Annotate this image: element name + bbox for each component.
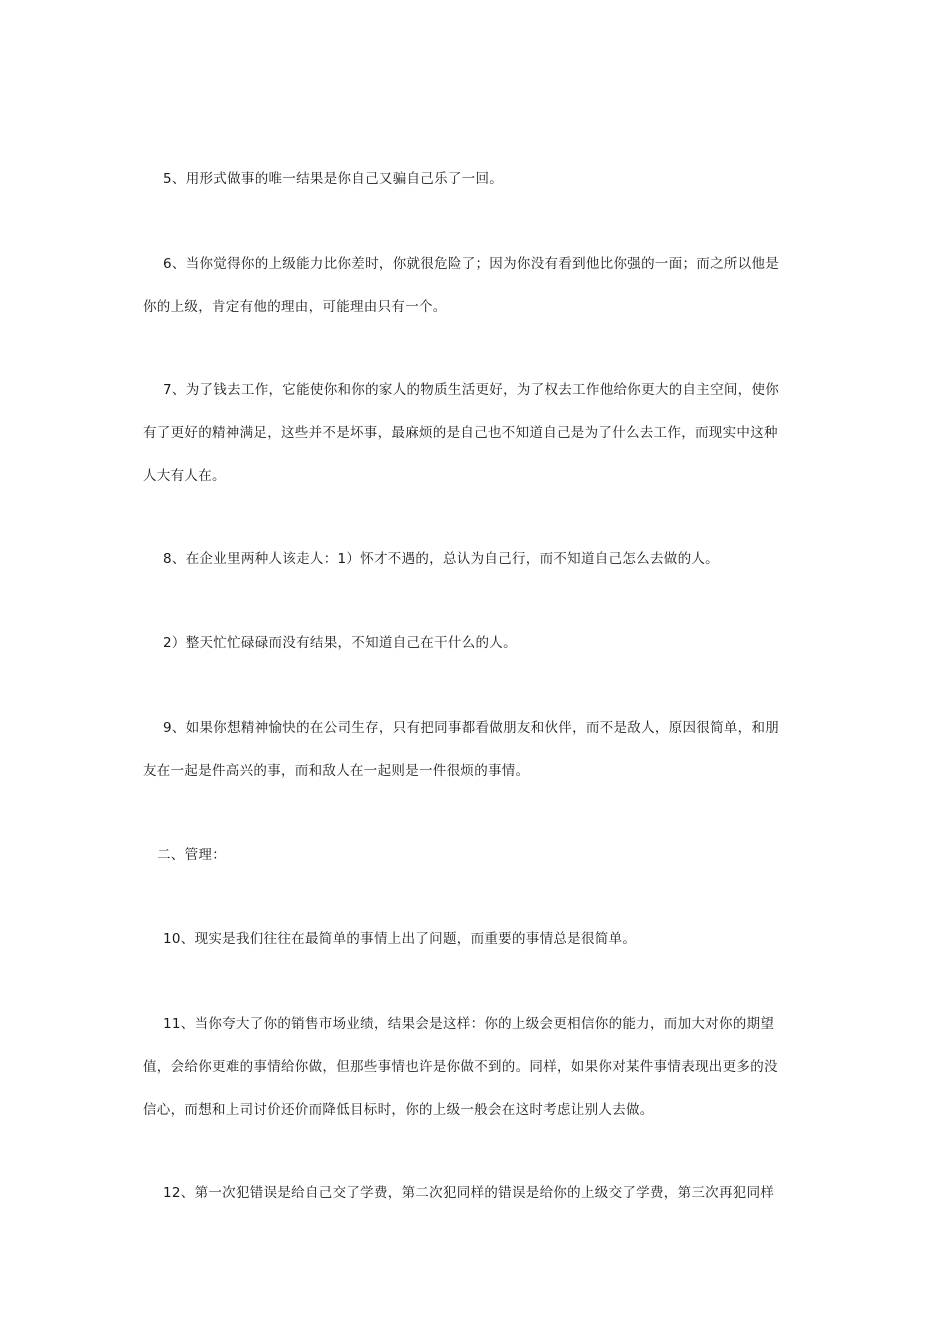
paragraph-line: 信心，而想和上司讨价还价而降低目标时，你的上级一般会在这时考虑让别人去做。 [143,1102,654,1118]
paragraph-5 [143,158,808,201]
paragraph-line: 2）整天忙忙碌碌而没有结果，不知道自己在干什么的人。 [163,635,517,651]
section-heading-management [143,834,808,877]
section-heading: 二、管理： [157,847,226,863]
paragraph-line: 12、第一次犯错误是给自己交了学费，第二次犯同样的错误是给你的上级交了学费，第三次再犯同样 [163,1185,775,1201]
paragraph-6 [143,243,808,329]
paragraph-line: 6、当你觉得你的上级能力比你差时，你就很危险了；因为你没有看到他比你强的一面；而之所以他是 [163,256,780,272]
paragraph-7 [143,369,808,498]
paragraph-line: 10、现实是我们往往在最简单的事情上出了问题，而重要的事情总是很简单。 [163,931,637,947]
paragraph-line: 友在一起是件高兴的事，而和敌人在一起则是一件很烦的事情。 [143,763,530,779]
paragraph-line: 值，会给你更难的事情给你做，但那些事情也许是你做不到的。同样，如果你对某件事情表现出更多的没 [143,1059,778,1075]
paragraph-10 [143,918,808,961]
paragraph-line: 人大有人在。 [143,468,226,484]
paragraph-9 [143,707,808,793]
paragraph-line: 你的上级，肯定有他的理由，可能理由只有一个。 [143,299,447,315]
paragraph-line: 有了更好的精神满足，这些并不是坏事，最麻烦的是自己也不知道自己是为了什么去工作，而现实中这种 [143,425,778,441]
paragraph-11 [143,1003,808,1132]
paragraph-line: 8、在企业里两种人该走人：1）怀才不遇的，总认为自己行，而不知道自己怎么去做的人。 [163,551,719,567]
paragraph-line: 7、为了钱去工作，它能使你和你的家人的物质生活更好，为了权去工作他给你更大的自主空间，使你 [163,382,780,398]
paragraph-8-item-2 [143,622,808,665]
paragraph-8 [143,538,808,581]
paragraph-line: 5、用形式做事的唯一结果是你自己又骗自己乐了一回。 [163,171,504,187]
paragraph-line: 11、当你夸大了你的销售市场业绩，结果会是这样：你的上级会更相信你的能力，而加大对你的期望 [163,1016,775,1032]
paragraph-12 [143,1172,808,1215]
paragraph-line: 9、如果你想精神愉快的在公司生存，只有把同事都看做朋友和伙伴，而不是敌人，原因很简单，和朋 [163,720,780,736]
